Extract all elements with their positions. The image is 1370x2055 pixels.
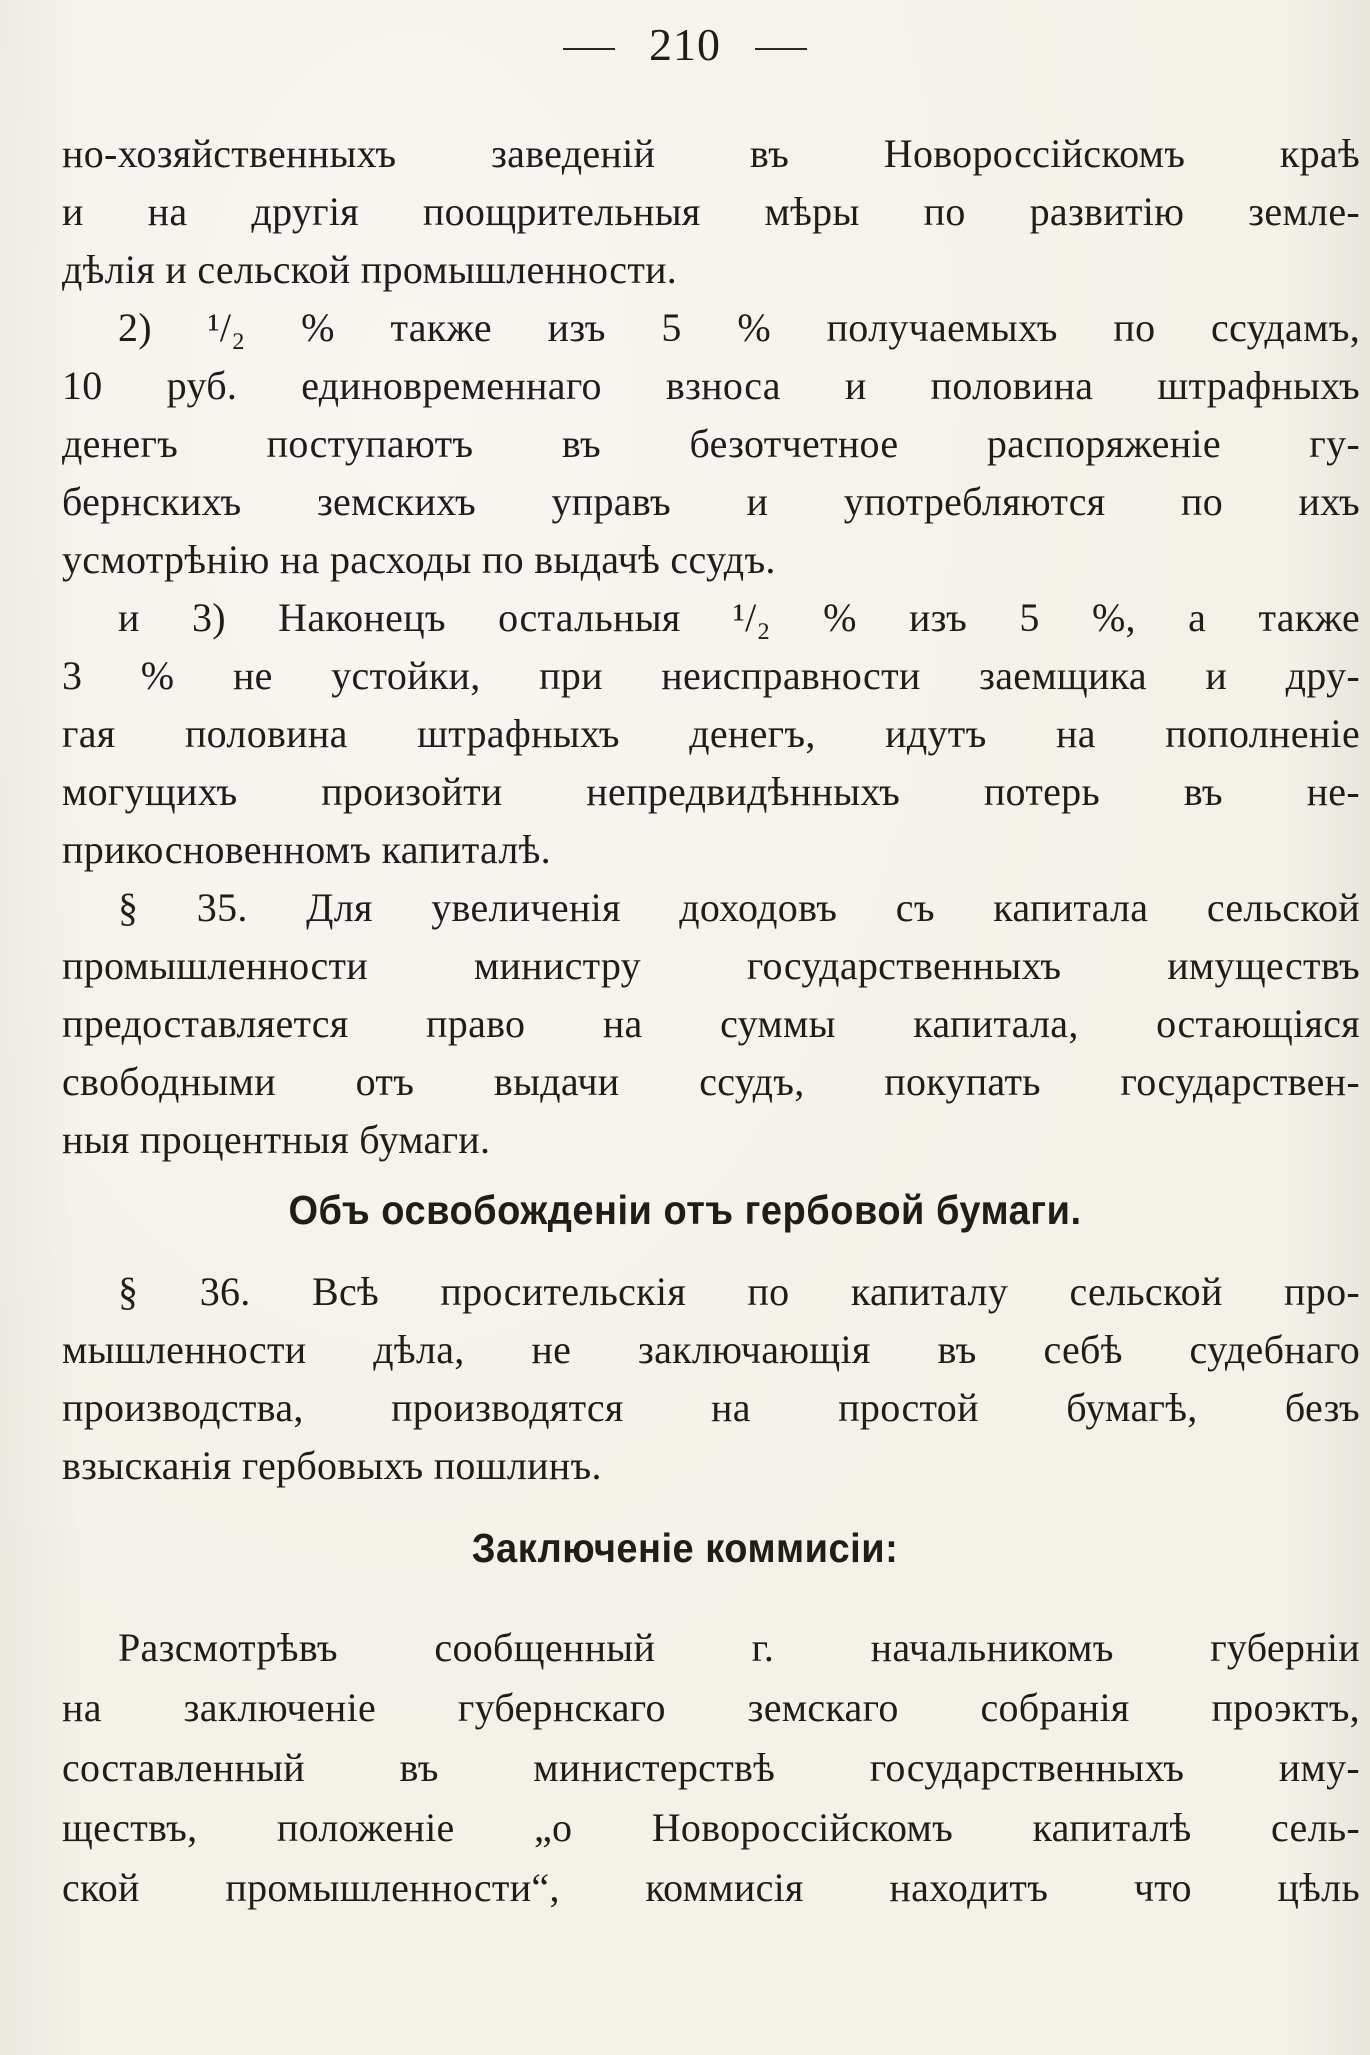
text-line: ществъ, положенiе „о Новороссiйскомъ капиталѣ сель-	[62, 1805, 1360, 1850]
text-line: усмотрѣнiю на расходы по выдачѣ ссудъ.	[62, 537, 776, 582]
text-line: денегъ поступаютъ въ безотчетное распоряженiе гу-	[62, 421, 1360, 466]
text-line: составленный въ министерствѣ государственныхъ иму-	[62, 1745, 1360, 1790]
text-line: гая половина штрафныхъ денегъ, идутъ на пополненiе	[62, 711, 1360, 756]
page-header	[0, 18, 1370, 71]
text-line: и 3) Наконецъ остальныя ¹/₂ % изъ 5 %, а также	[118, 595, 1360, 640]
text-line: могущихъ произойти непредвидѣнныхъ потерь въ не-	[62, 769, 1360, 814]
text-line: § 35. Для увеличенiя доходовъ съ капитала сельской	[118, 885, 1360, 930]
header-dash-left	[563, 48, 615, 50]
text-line: прикосновенномъ капиталѣ.	[62, 827, 551, 872]
text-line: на заключенiе губернскаго земскаго собранiя проэктъ,	[62, 1685, 1360, 1730]
text-line: производства, производятся на простой бумагѣ, безъ	[62, 1385, 1360, 1430]
text-line: мышленности дѣла, не заключающiя въ себѣ судебнаго	[62, 1327, 1360, 1372]
text-line: 3 % не устойки, при неисправности заемщика и дру-	[62, 653, 1360, 698]
text-line: Разсмотрѣвъ сообщенный г. начальникомъ губернiи	[118, 1625, 1360, 1670]
text-line: промышленности министру государственныхъ имуществъ	[62, 943, 1360, 988]
text-line: предоставляется право на суммы капитала, остающiяся	[62, 1001, 1360, 1046]
text-line: § 36. Всѣ просительскiя по капиталу сельской про-	[118, 1269, 1360, 1314]
section-heading: Объ освобожденiи отъ гербовой бумаги.	[288, 1188, 1082, 1234]
text-line: 2) ¹/₂ % также изъ 5 % получаемыхъ по ссудамъ,	[118, 305, 1360, 350]
text-line: бернскихъ земскихъ управъ и употребляются по ихъ	[62, 479, 1360, 524]
text-line: взысканiя гербовыхъ пошлинъ.	[62, 1443, 602, 1488]
section-heading: Заключенiе коммисiи:	[471, 1526, 899, 1572]
text-line: свободными отъ выдачи ссудъ, покупать государствен-	[62, 1059, 1360, 1104]
header-dash-right	[755, 48, 807, 50]
text-line: дѣлiя и сельской промышленности.	[62, 247, 678, 292]
text-line: 10 руб. единовременнаго взноса и половина штрафныхъ	[62, 363, 1360, 408]
page-number: 210	[649, 19, 721, 70]
text-line: ныя процентныя бумаги.	[62, 1117, 491, 1162]
text-line: но-хозяйственныхъ заведенiй въ Новороссiйскомъ краѣ	[62, 131, 1360, 176]
text-line: ской промышленности“, коммисiя находитъ что цѣль	[62, 1865, 1360, 1910]
text-line: и на другiя поощрительныя мѣры по развитiю земле-	[62, 189, 1360, 234]
